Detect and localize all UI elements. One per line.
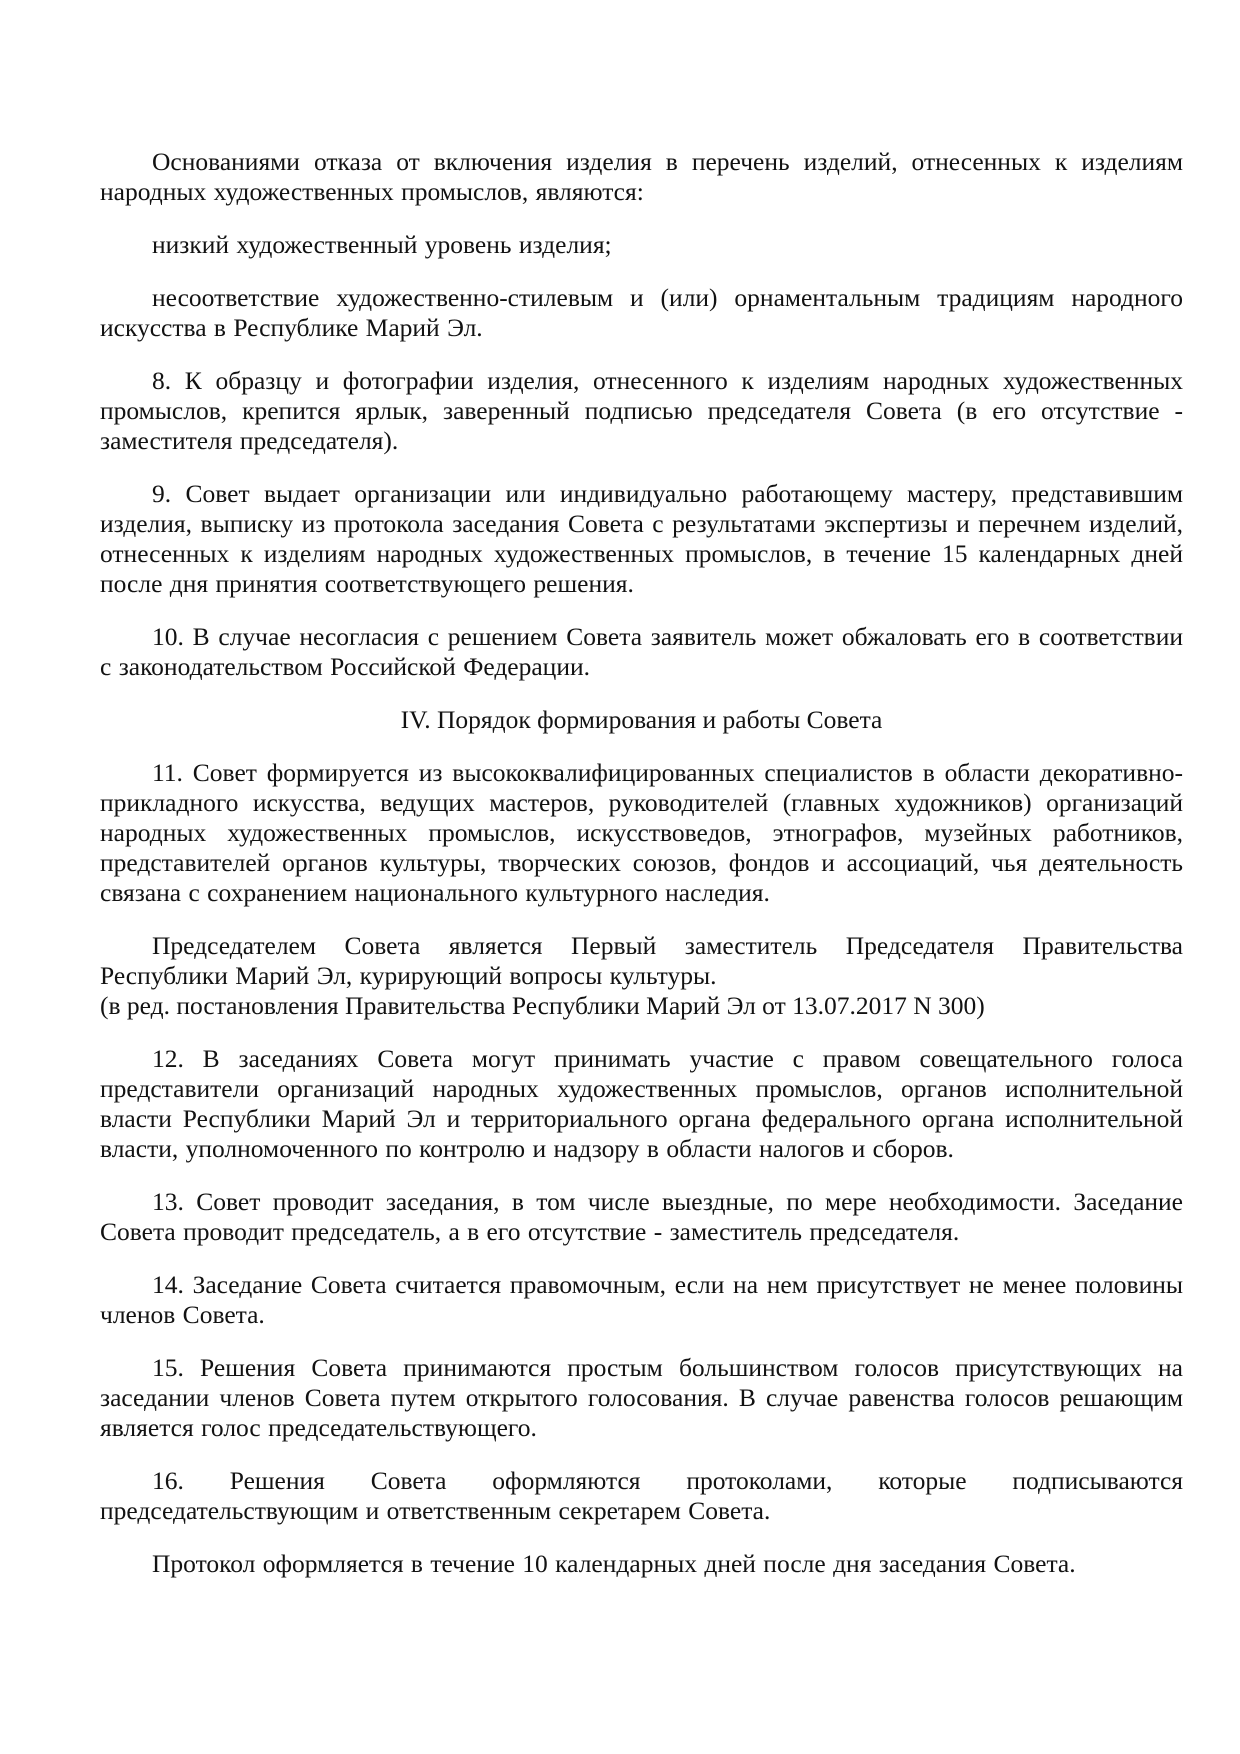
section-heading: IV. Порядок формирования и работы Совета — [400, 705, 883, 734]
paragraph-10: 10. В случае несогласия с решением Совета заявитель может обжаловать его в соответствии с законодательством Российской Федерации. — [100, 622, 1183, 681]
paragraph-13: 13. Совет проводит заседания, в том числе выездные, по мере необходимости. Заседание Совета проводит председатель, а в его отсутствие - заместитель председателя. — [100, 1187, 1183, 1246]
paragraph-14: 14. Заседание Совета считается правомочным, если на нем присутствует не менее половины членов Совета. — [100, 1270, 1183, 1329]
paragraph-16: 16. Решения Совета оформляются протоколами, которые подписываются председательствующим и ответственным секретарем Совета. — [100, 1466, 1183, 1525]
paragraph-15: 15. Решения Совета принимаются простым большинством голосов присутствующих на заседании членов Совета путем открытого голосования. В случае равенства голосов решающим является голос председательствующего. — [100, 1353, 1183, 1442]
paragraph-intro-refusal: Основаниями отказа от включения изделия в перечень изделий, отнесенных к изделиям народных художественных промыслов, являются: — [100, 147, 1183, 206]
paragraph-reason-mismatch: несоответствие художественно-стилевым и (или) орнаментальным традициям народного искусства в Республике Марий Эл. — [100, 283, 1183, 342]
paragraph-chairman: Председателем Совета является Первый заместитель Председателя Правительства Республики Марий Эл, курирующий вопросы культуры. — [100, 931, 1183, 990]
amendment-note: (в ред. постановления Правительства Республики Марий Эл от 13.07.2017 N 300) — [100, 991, 985, 1020]
paragraph-11: 11. Совет формируется из высококвалифицированных специалистов в области декоративно-прикладного искусства, ведущих мастеров, руководителей (главных художников) организаций народных художественных промыслов, искусствоведов, этнографов, музейных работников, представителей органов культуры, творческих союзов, фондов и ассоциаций, чья деятельность связана с сохранением национального культурного наследия. — [100, 758, 1183, 907]
paragraph-8: 8. К образцу и фотографии изделия, отнесенного к изделиям народных художественных промыслов, крепится ярлык, заверенный подписью председателя Совета (в его отсутствие - заместителя председателя). — [100, 366, 1183, 455]
paragraph-reason-low-level: низкий художественный уровень изделия; — [152, 230, 612, 259]
paragraph-9: 9. Совет выдает организации или индивидуально работающему мастеру, представившим изделия, выписку из протокола заседания Совета с результатами экспертизы и перечнем изделий, отнесенных к изделиям народных художественных промыслов, в течение 15 календарных дней после дня принятия соответствующего решения. — [100, 479, 1183, 598]
paragraph-protocol: Протокол оформляется в течение 10 календарных дней после дня заседания Совета. — [152, 1549, 1076, 1578]
paragraph-12: 12. В заседаниях Совета могут принимать участие с правом совещательного голоса представители организаций народных художественных промыслов, органов исполнительной власти Республики Марий Эл и территориального органа федерального органа исполнительной власти, уполномоченного по контролю и надзору в области налогов и сборов. — [100, 1044, 1183, 1163]
